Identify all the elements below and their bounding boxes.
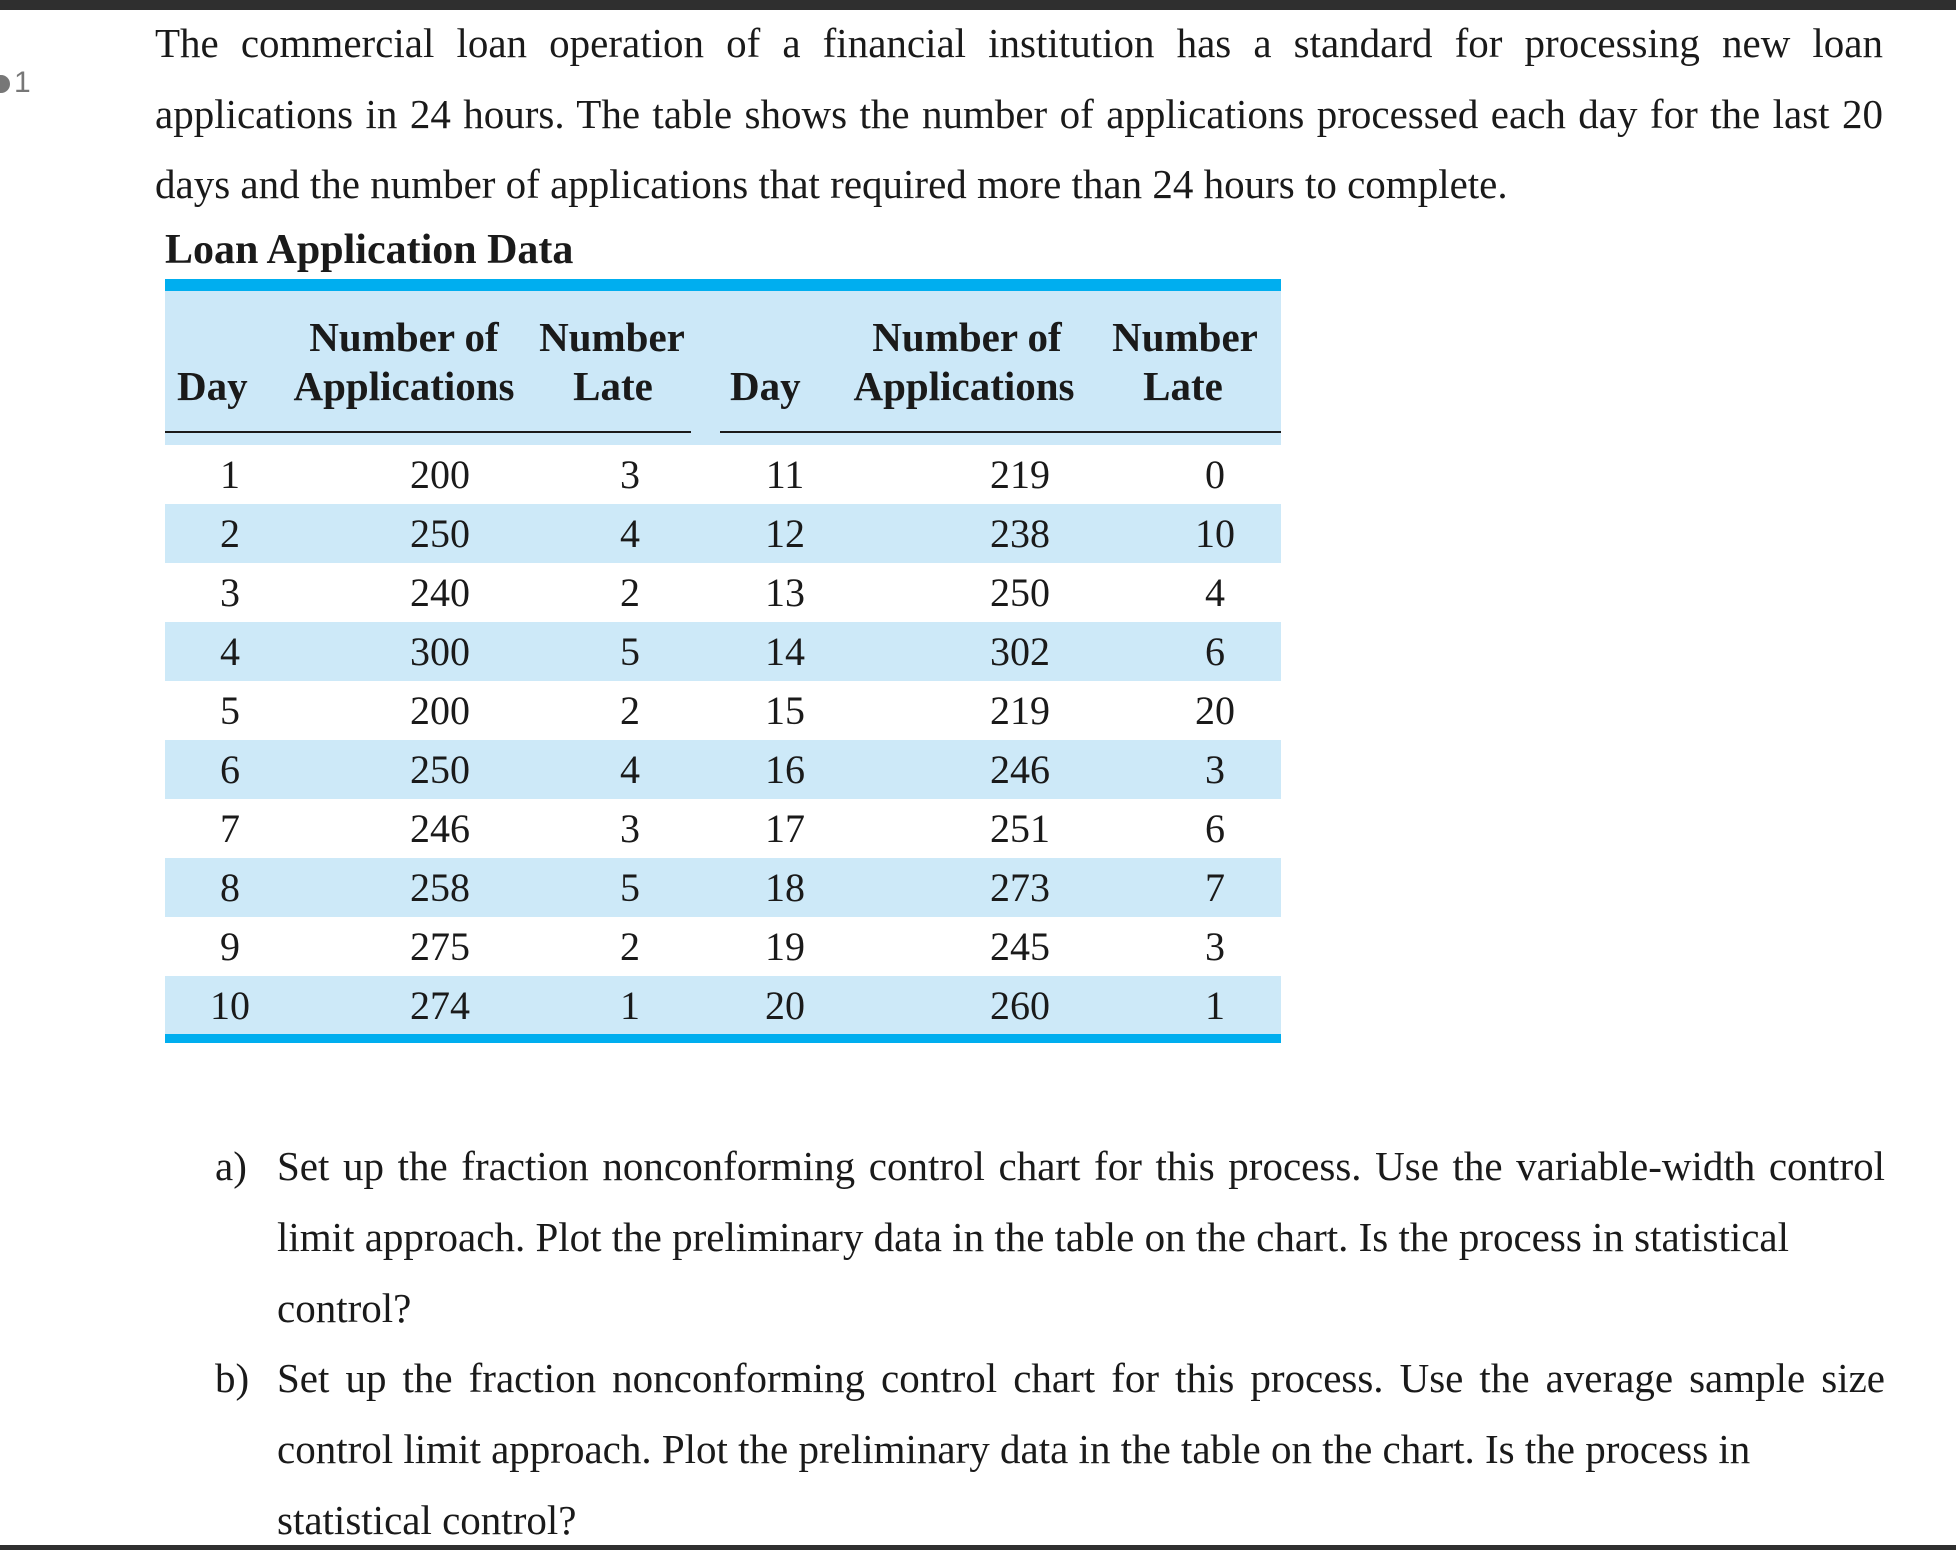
day-cell: 18 (765, 865, 805, 910)
header-day-right: Day (730, 363, 801, 409)
day-cell: 10 (210, 983, 250, 1028)
late-cell: 4 (620, 747, 640, 792)
question-b-last-line: statistical control? (277, 1497, 577, 1543)
day-cell: 17 (765, 806, 805, 851)
applications-cell: 274 (410, 983, 470, 1028)
question-a-label: a) (215, 1143, 247, 1189)
late-cell: 4 (1205, 570, 1225, 615)
table-row (165, 445, 1281, 504)
late-cell: 2 (620, 570, 640, 615)
table-row (165, 681, 1281, 740)
table-row (165, 563, 1281, 622)
applications-cell: 250 (990, 570, 1050, 615)
day-cell: 1 (220, 452, 240, 497)
applications-cell: 300 (410, 629, 470, 674)
applications-cell: 250 (410, 747, 470, 792)
header-late-top-right: Number (1112, 314, 1258, 360)
day-cell: 12 (765, 511, 805, 556)
header-underline-right (720, 431, 1281, 433)
problem-intro-text: The commercial loan operation of a financial institution has a standard for processing new loan applications in 24 hours. The table shows the number of applications processed each day for the last 20 days and the number of applications that required more than 24 hours to complete. (155, 20, 1883, 207)
question-b-body: Set up the fraction nonconforming control chart for this process. Use the average sample size control limit approach. Plot the preliminary data in the table on the chart. Is the process in (277, 1355, 1885, 1472)
marker-bullet-icon (0, 75, 10, 93)
applications-cell: 258 (410, 865, 470, 910)
late-cell: 5 (620, 865, 640, 910)
table-row (165, 976, 1281, 1035)
table-row (165, 799, 1281, 858)
header-late-top-left: Number (539, 314, 685, 360)
day-cell: 6 (220, 747, 240, 792)
question-a-text (277, 1131, 1885, 1344)
day-cell: 19 (765, 924, 805, 969)
applications-cell: 219 (990, 452, 1050, 497)
window-bottom-bar (0, 1545, 1956, 1550)
applications-cell: 250 (410, 511, 470, 556)
late-cell: 3 (620, 452, 640, 497)
question-b-label: b) (215, 1355, 250, 1401)
late-cell: 20 (1195, 688, 1235, 733)
applications-cell: 302 (990, 629, 1050, 674)
applications-cell: 260 (990, 983, 1050, 1028)
header-day-left: Day (177, 363, 248, 409)
late-cell: 5 (620, 629, 640, 674)
day-cell: 14 (765, 629, 805, 674)
late-cell: 0 (1205, 452, 1225, 497)
question-a-last-line: control? (277, 1285, 412, 1331)
day-cell: 9 (220, 924, 240, 969)
applications-cell: 251 (990, 806, 1050, 851)
applications-cell: 238 (990, 511, 1050, 556)
header-applications-top-left: Number of (309, 314, 499, 360)
late-cell: 1 (620, 983, 640, 1028)
day-cell: 16 (765, 747, 805, 792)
late-cell: 3 (1205, 747, 1225, 792)
header-applications-top-right: Number of (872, 314, 1062, 360)
applications-cell: 219 (990, 688, 1050, 733)
header-applications-bottom-left: Applications (293, 363, 515, 409)
late-cell: 3 (1205, 924, 1225, 969)
late-cell: 2 (620, 924, 640, 969)
day-cell: 2 (220, 511, 240, 556)
table-row (165, 858, 1281, 917)
header-late-bottom-left: Late (573, 363, 653, 409)
applications-cell: 275 (410, 924, 470, 969)
day-cell: 3 (220, 570, 240, 615)
header-underline-left (165, 431, 691, 433)
day-cell: 4 (220, 629, 240, 674)
day-cell: 8 (220, 865, 240, 910)
late-cell: 4 (620, 511, 640, 556)
late-cell: 10 (1195, 511, 1235, 556)
applications-cell: 200 (410, 452, 470, 497)
day-cell: 13 (765, 570, 805, 615)
day-cell: 11 (765, 452, 805, 497)
table-row (165, 622, 1281, 681)
day-cell: 15 (765, 688, 805, 733)
applications-cell: 200 (410, 688, 470, 733)
applications-cell: 240 (410, 570, 470, 615)
table-title: Loan Application Data (165, 227, 574, 273)
late-cell: 2 (620, 688, 640, 733)
question-b-text (277, 1343, 1885, 1556)
question-a-body: Set up the fraction nonconforming control chart for this process. Use the variable-width control limit approach. Plot the preliminary data in the table on the chart. Is the process in statistical (277, 1143, 1885, 1260)
day-cell: 7 (220, 806, 240, 851)
table-row (165, 740, 1281, 799)
question-number-marker (0, 66, 31, 100)
table-row (165, 917, 1281, 976)
day-cell: 20 (765, 983, 805, 1028)
late-cell: 3 (620, 806, 640, 851)
table-row (165, 504, 1281, 563)
late-cell: 7 (1205, 865, 1225, 910)
day-cell: 5 (220, 688, 240, 733)
table-top-rule (165, 279, 1281, 291)
applications-cell: 246 (990, 747, 1050, 792)
header-applications-bottom-right: Applications (853, 363, 1075, 409)
late-cell: 6 (1205, 806, 1225, 851)
applications-cell: 246 (410, 806, 470, 851)
question-number: 1 (14, 66, 31, 99)
late-cell: 6 (1205, 629, 1225, 674)
header-late-bottom-right: Late (1143, 363, 1223, 409)
late-cell: 1 (1205, 983, 1225, 1028)
table-bottom-rule (165, 1034, 1281, 1043)
applications-cell: 273 (990, 865, 1050, 910)
applications-cell: 245 (990, 924, 1050, 969)
